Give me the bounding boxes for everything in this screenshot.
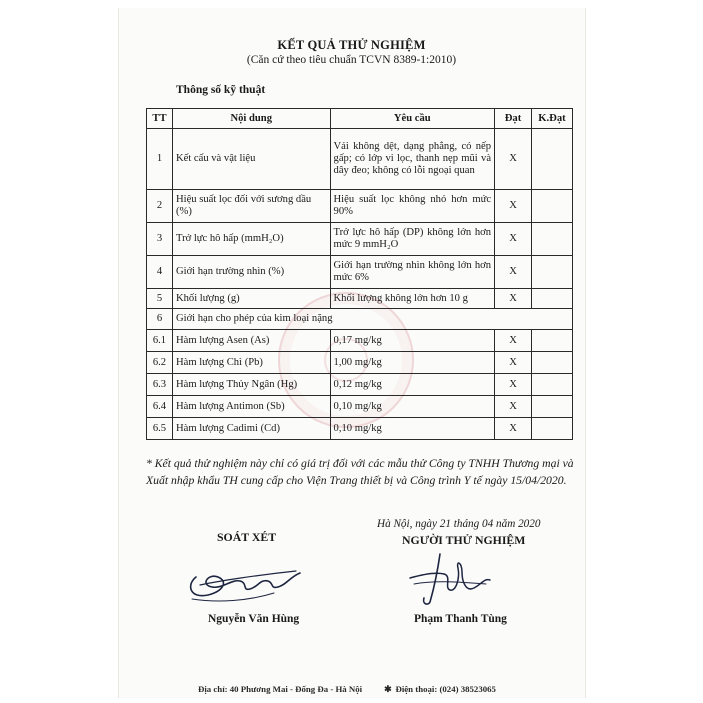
cell-requirement: Khối lượng không lớn hơn 10 g xyxy=(330,289,495,309)
cell-content: Hàm lượng Antimon (Sb) xyxy=(172,396,330,418)
table-row xyxy=(147,289,573,309)
star-icon: ✱ xyxy=(384,684,392,694)
table-row xyxy=(147,352,573,374)
cell-content: Hàm lượng Asen (As) xyxy=(172,330,330,352)
cell-tt: 6.2 xyxy=(147,352,173,374)
cell-pass: X xyxy=(495,396,532,418)
cell-fail xyxy=(531,129,572,190)
cell-requirement: Vải không dệt, dạng phẳng, có nếp gấp; có lớp vi lọc, thanh nẹp mũi và dây đeo; không có lỗi ngoại quan xyxy=(330,129,495,190)
cell-group-content: Giới hạn cho phép của kim loại nặng xyxy=(172,309,572,330)
footer-phone: Điện thoại: (024) 38523065 xyxy=(395,684,496,694)
col-header-content: Nội dung xyxy=(172,109,330,129)
cell-requirement: Trở lực hô hấp (DP) không lớn hơn mức 9 mmH₂O xyxy=(330,223,495,256)
cell-pass: X xyxy=(495,223,532,256)
cell-fail xyxy=(531,418,572,440)
cell-tt: 6.5 xyxy=(147,418,173,440)
cell-content: Hàm lượng Cadimi (Cd) xyxy=(172,418,330,440)
cell-tt: 6.1 xyxy=(147,330,173,352)
spec-table xyxy=(146,108,573,440)
footer xyxy=(198,684,518,695)
document-subtitle: (Căn cứ theo tiêu chuẩn TCVN 8389-1:2010) xyxy=(246,54,457,66)
cell-fail xyxy=(531,256,572,289)
document-title: KẾT QUẢ THỬ NGHIỆM xyxy=(277,38,426,52)
table-row xyxy=(147,396,573,418)
cell-requirement: 0,17 mg/kg xyxy=(330,330,495,352)
col-header-pass: Đạt xyxy=(495,109,532,129)
cell-content: Trở lực hô hấp (mmH₂O) xyxy=(172,223,330,256)
cell-content: Hàm lượng Thủy Ngân (Hg) xyxy=(172,374,330,396)
cell-pass: X xyxy=(495,256,532,289)
cell-pass: X xyxy=(495,418,532,440)
cell-fail xyxy=(531,374,572,396)
cell-pass: X xyxy=(495,190,532,223)
cell-content: Giới hạn trường nhìn (%) xyxy=(172,256,330,289)
cell-content: Khối lượng (g) xyxy=(172,289,330,309)
cell-content: Hàm lượng Chì (Pb) xyxy=(172,352,330,374)
date-line: Hà Nội, ngày 21 tháng 04 năm 2020 xyxy=(377,518,541,530)
reviewer-signature xyxy=(178,555,308,611)
cell-tt: 6.4 xyxy=(147,396,173,418)
cell-pass: X xyxy=(495,289,532,309)
section-heading: Thông số kỹ thuật xyxy=(176,84,266,96)
cell-pass: X xyxy=(495,374,532,396)
cell-content: Hiệu suất lọc đối với sương dầu (%) xyxy=(172,190,330,223)
tester-signature xyxy=(400,548,500,608)
cell-tt: 6.3 xyxy=(147,374,173,396)
reviewer-role: SOÁT XÉT xyxy=(217,530,277,544)
cell-tt: 1 xyxy=(147,129,173,190)
cell-tt: 2 xyxy=(147,190,173,223)
table-group-row xyxy=(147,309,573,330)
table-row xyxy=(147,330,573,352)
tester-name: Phạm Thanh Tùng xyxy=(414,613,507,625)
cell-tt: 6 xyxy=(147,309,173,330)
col-header-tt: TT xyxy=(147,109,173,129)
cell-pass: X xyxy=(495,352,532,374)
footer-address: Địa chỉ: 40 Phương Mai - Đống Đa - Hà Nội xyxy=(198,684,363,694)
table-row xyxy=(147,129,573,190)
reviewer-name: Nguyễn Văn Hùng xyxy=(208,613,300,625)
cell-fail xyxy=(531,289,572,309)
col-header-requirement: Yêu cầu xyxy=(330,109,495,129)
col-header-fail: K.Đạt xyxy=(531,109,572,129)
cell-pass: X xyxy=(495,129,532,190)
table-row xyxy=(147,190,573,223)
table-row xyxy=(147,256,573,289)
cell-requirement: 0,12 mg/kg xyxy=(330,374,495,396)
cell-tt: 5 xyxy=(147,289,173,309)
cell-requirement: Hiệu suất lọc không nhỏ hơn mức 90% xyxy=(330,190,495,223)
table-header-row xyxy=(147,109,573,129)
cell-requirement: Giới hạn trường nhìn không lớn hơn mức 6% xyxy=(330,256,495,289)
tester-role: NGƯỜI THỬ NGHIỆM xyxy=(402,533,526,547)
table-row xyxy=(147,374,573,396)
table-row xyxy=(147,418,573,440)
table-row xyxy=(147,223,573,256)
cell-content: Kết cấu và vật liệu xyxy=(172,129,330,190)
cell-fail xyxy=(531,330,572,352)
cell-requirement: 0,10 mg/kg xyxy=(330,396,495,418)
cell-fail xyxy=(531,223,572,256)
cell-tt: 3 xyxy=(147,223,173,256)
cell-requirement: 0,10 mg/kg xyxy=(330,418,495,440)
cell-fail xyxy=(531,352,572,374)
cell-requirement: 1,00 mg/kg xyxy=(330,352,495,374)
test-result-note: * Kết quả thử nghiệm này chỉ có giá trị đối với các mẫu thử Công ty TNHH Thương mại và Xuất nhập khẩu TH cung cấp cho Viện Trang thiết bị và Công trình Y tế ngày 15/04/2020. xyxy=(146,457,574,487)
cell-fail xyxy=(531,396,572,418)
cell-pass: X xyxy=(495,330,532,352)
cell-fail xyxy=(531,190,572,223)
cell-tt: 4 xyxy=(147,256,173,289)
